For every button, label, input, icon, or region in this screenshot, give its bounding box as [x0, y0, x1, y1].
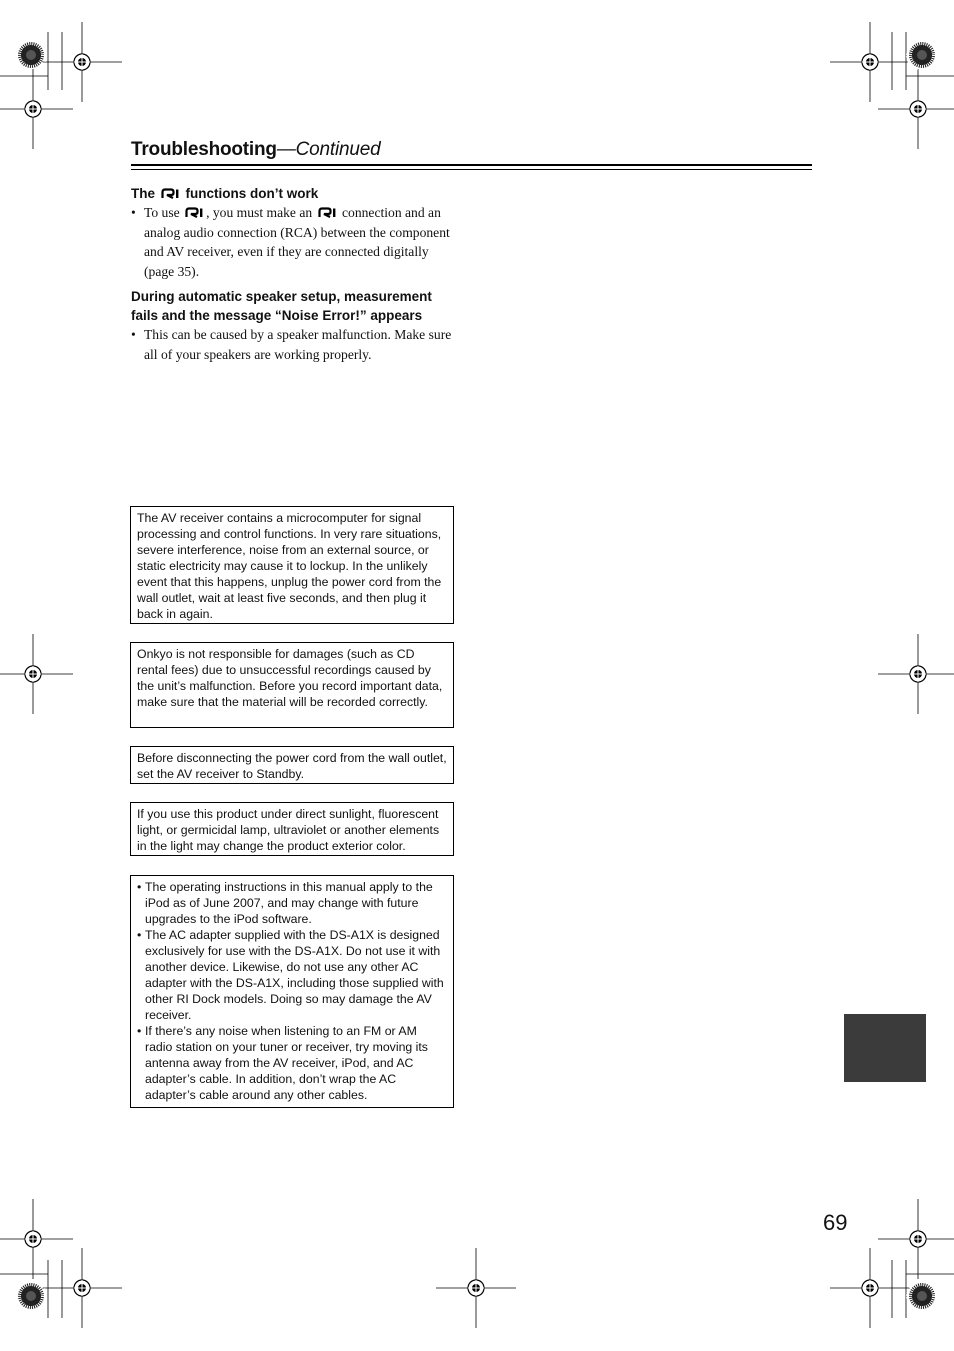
note-list — [137, 879, 447, 1103]
ri-logo-icon — [185, 207, 204, 218]
registration-mark-icon — [436, 1248, 516, 1328]
note-box-damages: Onkyo is not responsible for damages (such as CD rental fees) due to unsuccessful recordings caused by the unit’s malfunction. Before you record important data, make sure that the material will be recorded correctly. — [130, 642, 454, 728]
note-box-ipod — [130, 875, 454, 1108]
bullet: • — [131, 327, 136, 342]
header-rule-thin — [131, 169, 812, 170]
color-wheel-icon — [909, 1283, 935, 1309]
registration-mark-icon — [878, 69, 954, 149]
note-box-standby: Before disconnecting the power cord from the wall outlet, set the AV receiver to Standby. — [130, 746, 454, 784]
color-wheel-icon — [18, 1283, 44, 1309]
registration-mark-icon — [42, 22, 122, 102]
note-box-sunlight: If you use this product under direct sunlight, fluorescent light, or germicidal lamp, ultraviolet or another elements in the light may change the product exterior color. — [130, 802, 454, 856]
registration-mark-icon — [878, 634, 954, 714]
body-text: connection and an — [341, 205, 441, 220]
section-heading-noise-error: During automatic speaker setup, measurement fails and the message “Noise Error!” appears — [131, 289, 432, 323]
registration-mark-icon — [830, 1248, 910, 1328]
list-item: • The operating instructions in this manual apply to the iPod as of June 2007, and may change with future upgrades to the iPod software. — [137, 879, 447, 927]
body-text: This can be caused by a speaker malfunction. Make sure all of your speakers are working properly. — [144, 327, 452, 362]
color-wheel-icon — [909, 42, 935, 68]
list-item: • If there’s any noise when listening to an FM or AM radio station on your tuner or receiver, try moving its antenna away from the AV receiver, iPod, and AC adapter’s cable. In addition, don’t wrap the AC adapter’s cable around any other cables. — [137, 1023, 447, 1103]
color-wheel-icon — [18, 42, 44, 68]
ri-logo-icon — [318, 207, 337, 218]
body-text: To use — [144, 205, 180, 220]
section-body-noise-error — [131, 325, 456, 364]
section-tab-block — [844, 1014, 926, 1082]
bullet: • — [131, 205, 136, 220]
page-number: 69 — [823, 1210, 848, 1235]
heading-text: functions don’t work — [185, 186, 319, 201]
ri-logo-icon — [161, 188, 180, 199]
registration-mark-icon — [830, 22, 910, 102]
body-text: analog audio connection (RCA) between the component and AV receiver, even if they are connected digitally (page 35). — [144, 224, 450, 279]
note-box-microcomputer: The AV receiver contains a microcomputer for signal processing and control functions. In very rare situations, severe interference, noise from an external source, or static electricity may cause it to lockup. In the unlikely event that this happens, unplug the power cord from the wall outlet, wait at least five seconds, and then plug it back in again. — [130, 506, 454, 624]
registration-mark-icon — [878, 1199, 954, 1279]
section-heading-ri — [131, 184, 456, 203]
body-text: , you must make an — [206, 205, 313, 220]
list-item: • The AC adapter supplied with the DS-A1X is designed exclusively for use with the DS-A1X. Do not use it with another device. Likewise, do not use any other AC adapter with the DS-A1X, including those supplied with other RI Dock models. Doing so may damage the AV receiver. — [137, 927, 447, 1023]
page-title — [131, 139, 380, 161]
title-continued: —Continued — [276, 139, 381, 160]
header-rule — [131, 164, 812, 166]
registration-mark-icon — [42, 1248, 122, 1328]
section-body-ri — [131, 203, 456, 281]
heading-text: The — [131, 186, 156, 201]
title-text: Troubleshooting — [131, 139, 277, 160]
registration-mark-icon — [0, 634, 73, 714]
